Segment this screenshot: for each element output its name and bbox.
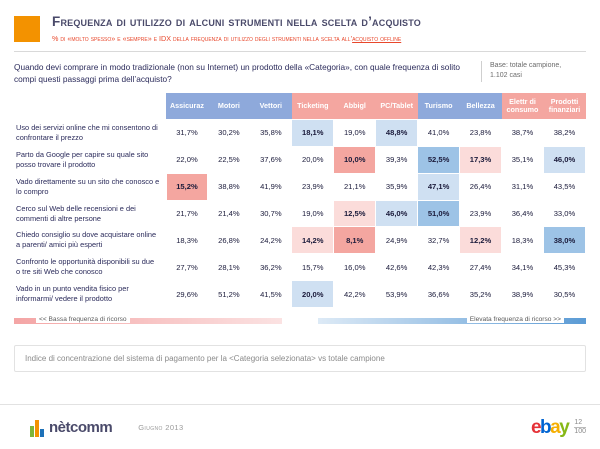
table-row [14,254,586,281]
table-cell: 35,9% [376,173,418,200]
table-cell: 36,6% [418,281,460,308]
table-cell: 46,0% [376,200,418,227]
column-header: Elettr di consumo [502,93,544,120]
row-label: Uso dei servizi online che mi consentono di confrontare il prezzo [14,120,166,146]
column-header: Prodotti finanziari [543,93,585,120]
table-cell: 21,7% [166,200,208,227]
table-cell: 41,5% [250,281,292,308]
table-cell: 46,0% [543,146,585,173]
legend-low [14,318,282,333]
table-cell: 27,7% [166,254,208,281]
base-box [481,61,586,82]
column-header: Vettori [250,93,292,120]
page-number [574,419,586,436]
ebay-logo: ebay [530,416,569,438]
footnote-box: Indice di concentrazione del sistema di pagamento per la <Categoria selezionata> vs totale campione [14,345,586,372]
table-cell: 42,2% [334,281,376,308]
table-cell: 26,4% [460,173,502,200]
page-title: Frequenza di utilizzo di alcuni strumenti nella scelta d’acquisto [52,14,421,29]
page-total: 100 [574,428,586,436]
table-body [14,120,586,308]
row-label: Chiedo consiglio su dove acquistare online a parenti/ amici più esperti [14,227,166,254]
table-cell: 36,4% [502,200,544,227]
column-header: Abbigl [334,93,376,120]
table-cell: 17,3% [460,146,502,173]
table-cell: 38,0% [543,227,585,254]
table-cell: 38,7% [502,120,544,146]
orange-accent-square [14,16,40,42]
table-row [14,281,586,308]
table-cell: 35,1% [502,146,544,173]
table-cell: 12,5% [334,200,376,227]
column-header: Bellezza [460,93,502,120]
table-cell: 45,3% [543,254,585,281]
table-cell: 32,7% [418,227,460,254]
column-header: Ticketing [292,93,334,120]
table-cell: 41,9% [250,173,292,200]
legend-row [14,318,586,333]
table-cell: 47,1% [418,173,460,200]
legend-label-high: Elevata frequenza di ricorso >> [467,316,564,323]
column-header: Turismo [418,93,460,120]
slide-footer [0,404,600,449]
table-cell: 29,6% [166,281,208,308]
page-current: 12 [574,419,583,427]
table-cell: 15,2% [166,173,208,200]
table-cell: 23,8% [460,120,502,146]
table-cell: 18,1% [292,120,334,146]
table-cell: 12,2% [460,227,502,254]
table-cell: 23,9% [292,173,334,200]
slide-header [0,0,600,43]
legend-label-low: << Bassa frequenza di ricorso [36,316,130,323]
column-header: Assicuraz [166,93,208,120]
footer-date: Giugno 2013 [138,422,184,432]
table-cell: 24,9% [376,227,418,254]
row-label: Vado in un punto vendita fisico per informarmi/ vedere il prodotto [14,281,166,308]
table-cell: 10,0% [334,146,376,173]
table-cell: 37,6% [250,146,292,173]
table-row [14,200,586,227]
table-cell: 14,2% [292,227,334,254]
table-corner-cell [14,93,166,120]
table-cell: 39,3% [376,146,418,173]
table-cell: 30,7% [250,200,292,227]
table-cell: 8,1% [334,227,376,254]
table-cell: 38,9% [502,281,544,308]
question-text: Quando devi comprare in modo tradizionale (non su Internet) un prodotto della «Categoria», con quale frequenza di solito compi questi passaggi prima dell’acquisto? [14,61,461,84]
table-cell: 33,0% [543,200,585,227]
table-cell: 31,1% [502,173,544,200]
row-label: Confronto le opportunità disponibili su due o tre siti Web che conosco [14,254,166,281]
table-cell: 27,4% [460,254,502,281]
table-cell: 18,3% [166,227,208,254]
subtitle-underlined: acquisto offline [352,33,402,43]
table-row [14,227,586,254]
subtitle-main: % di «molto spesso» e «sempre» e IDX della frequenza di utilizzo degli strumenti nella scelta all’ [52,33,353,43]
table-cell: 20,0% [292,281,334,308]
table-cell: 21,4% [208,200,250,227]
page-subtitle [52,34,421,43]
table-cell: 51,2% [208,281,250,308]
row-label: Vado direttamente su un sito che conosco e lo compro [14,173,166,200]
row-label: Cerco sul Web delle recensioni e dei commenti di altre persone [14,200,166,227]
table-cell: 24,2% [250,227,292,254]
table-cell: 43,5% [543,173,585,200]
header-text-block [52,14,421,43]
table-row [14,173,586,200]
table-row [14,146,586,173]
table-cell: 31,7% [166,120,208,146]
question-row [14,61,586,85]
table-cell: 41,0% [418,120,460,146]
legend-high [318,318,586,333]
table-cell: 35,8% [250,120,292,146]
table-cell: 19,0% [292,200,334,227]
table-cell: 22,5% [208,146,250,173]
table-cell: 16,0% [334,254,376,281]
table-cell: 53,9% [376,281,418,308]
base-value: 1.102 casi [490,72,522,80]
row-label: Parto da Google per capire su quale sito posso trovare il prodotto [14,146,166,173]
table-cell: 51,0% [418,200,460,227]
table-header-row [14,93,586,120]
table-cell: 15,7% [292,254,334,281]
column-header: PC/Tablet [376,93,418,120]
table-cell: 52,5% [418,146,460,173]
netcomm-logo-text: nètcomm [49,418,113,436]
table-cell: 18,3% [502,227,544,254]
table-cell: 30,2% [208,120,250,146]
table-cell: 42,6% [376,254,418,281]
header-divider [14,51,586,52]
table-cell: 22,0% [166,146,208,173]
table-cell: 19,0% [334,120,376,146]
table-cell: 26,8% [208,227,250,254]
table-cell: 20,0% [292,146,334,173]
frequency-table [14,93,586,309]
table-cell: 36,2% [250,254,292,281]
table-cell: 42,3% [418,254,460,281]
table-cell: 38,2% [543,120,585,146]
table-cell: 30,5% [543,281,585,308]
column-header: Motori [208,93,250,120]
netcomm-logo [30,417,112,437]
table-cell: 35,2% [460,281,502,308]
table-cell: 38,8% [208,173,250,200]
base-label: Base: totale campione, [490,61,562,69]
table-cell: 28,1% [208,254,250,281]
table-cell: 23,9% [460,200,502,227]
table-cell: 48,8% [376,120,418,146]
table-cell: 21,1% [334,173,376,200]
table-row [14,120,586,146]
netcomm-logo-icon [30,417,44,437]
table-cell: 34,1% [502,254,544,281]
footer-right [531,418,586,437]
